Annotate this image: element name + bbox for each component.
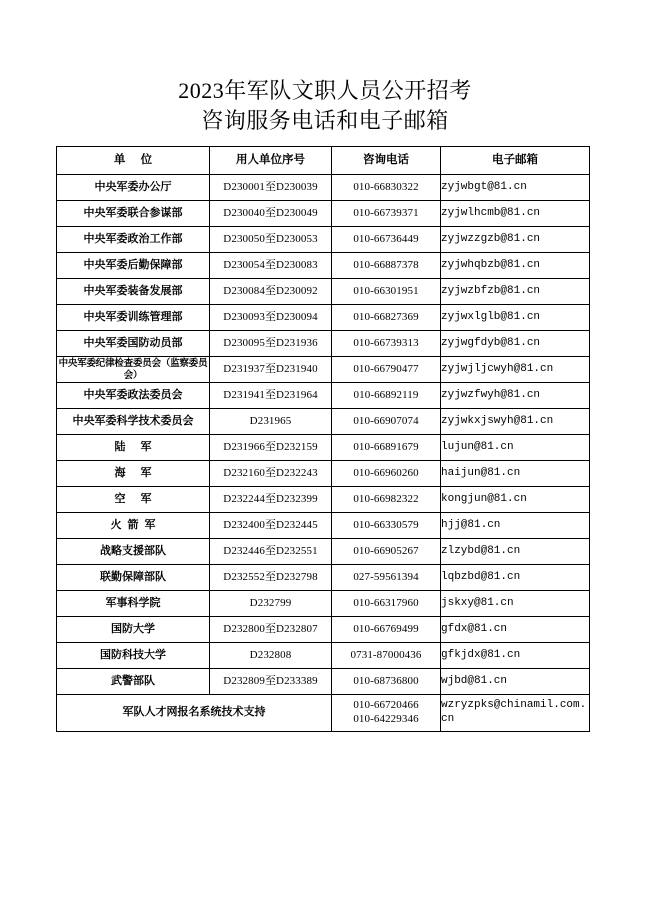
cell-email: zyjwzzgzb@81.cn xyxy=(441,227,590,253)
table-header xyxy=(57,147,590,175)
cell-unit: 国防科技大学 xyxy=(57,643,210,669)
cell-unit: 陆 军 xyxy=(57,435,210,461)
cell-email: wjbd@81.cn xyxy=(441,669,590,695)
cell-phone: 010-66982322 xyxy=(332,487,441,513)
table-row xyxy=(57,253,590,279)
cell-email: gfdx@81.cn xyxy=(441,617,590,643)
cell-phone: 010-66769499 xyxy=(332,617,441,643)
support-phone-line-2: 010-64229346 xyxy=(353,713,419,725)
table-header-row xyxy=(57,147,590,175)
column-header-email: 电子邮箱 xyxy=(441,147,590,175)
cell-email: gfkjdx@81.cn xyxy=(441,643,590,669)
cell-unit: 空 军 xyxy=(57,487,210,513)
table-row xyxy=(57,279,590,305)
cell-email: zyjwkxjswyh@81.cn xyxy=(441,409,590,435)
cell-email: hjj@81.cn xyxy=(441,513,590,539)
cell-email: zlzybd@81.cn xyxy=(441,539,590,565)
cell-serial-number: D230054至D230083 xyxy=(210,253,332,279)
cell-phone: 010-66891679 xyxy=(332,435,441,461)
cell-serial-number: D232800至D232807 xyxy=(210,617,332,643)
cell-unit: 中央军委后勤保障部 xyxy=(57,253,210,279)
cell-unit: 中央军委政治工作部 xyxy=(57,227,210,253)
cell-phone-support xyxy=(332,695,441,732)
cell-email: haijun@81.cn xyxy=(441,461,590,487)
cell-unit: 中央军委装备发展部 xyxy=(57,279,210,305)
cell-email-support: wzryzpks@chinamil.com.cn xyxy=(441,695,590,732)
table-row xyxy=(57,331,590,357)
cell-serial-number: D232552至D232798 xyxy=(210,565,332,591)
column-header-unit: 单 位 xyxy=(57,147,210,175)
table-row xyxy=(57,409,590,435)
cell-serial-number: D231941至D231964 xyxy=(210,383,332,409)
cell-phone: 010-68736800 xyxy=(332,669,441,695)
cell-serial-number: D230001至D230039 xyxy=(210,175,332,201)
cell-phone: 010-66317960 xyxy=(332,591,441,617)
cell-email: zyjwzfwyh@81.cn xyxy=(441,383,590,409)
table-row xyxy=(57,643,590,669)
cell-serial-number: D232160至D232243 xyxy=(210,461,332,487)
cell-phone: 027-59561394 xyxy=(332,565,441,591)
cell-serial-number: D231937至D231940 xyxy=(210,357,332,383)
cell-phone: 0731-87000436 xyxy=(332,643,441,669)
cell-unit: 火箭军 xyxy=(57,513,210,539)
cell-unit: 中央军委训练管理部 xyxy=(57,305,210,331)
cell-serial-number: D231966至D232159 xyxy=(210,435,332,461)
cell-phone: 010-66301951 xyxy=(332,279,441,305)
table-row xyxy=(57,305,590,331)
cell-phone: 010-66892119 xyxy=(332,383,441,409)
cell-serial-number: D232244至D232399 xyxy=(210,487,332,513)
cell-phone: 010-66827369 xyxy=(332,305,441,331)
cell-serial-number: D232809至D233389 xyxy=(210,669,332,695)
table-row xyxy=(57,357,590,383)
cell-serial-number: D230040至D230049 xyxy=(210,201,332,227)
column-header-phone: 咨询电话 xyxy=(332,147,441,175)
contact-table-container xyxy=(56,146,589,732)
cell-phone: 010-66736449 xyxy=(332,227,441,253)
cell-unit: 中央军委联合参谋部 xyxy=(57,201,210,227)
cell-phone: 010-66887378 xyxy=(332,253,441,279)
cell-email: zyjwxlglb@81.cn xyxy=(441,305,590,331)
cell-phone: 010-66907074 xyxy=(332,409,441,435)
title-line-2: 咨询服务电话和电子邮箱 xyxy=(201,108,449,133)
cell-serial-number: D232799 xyxy=(210,591,332,617)
table-row xyxy=(57,383,590,409)
cell-phone: 010-66830322 xyxy=(332,175,441,201)
cell-email: zyjwhqbzb@81.cn xyxy=(441,253,590,279)
table-row xyxy=(57,201,590,227)
cell-unit: 国防大学 xyxy=(57,617,210,643)
cell-unit: 中央军委纪律检查委员会（监察委员会） xyxy=(57,357,210,383)
cell-email: jskxy@81.cn xyxy=(441,591,590,617)
cell-email: zyjwzbfzb@81.cn xyxy=(441,279,590,305)
cell-unit: 战略支援部队 xyxy=(57,539,210,565)
table-row xyxy=(57,513,590,539)
cell-phone: 010-66790477 xyxy=(332,357,441,383)
cell-unit: 中央军委办公厅 xyxy=(57,175,210,201)
cell-email: zyjwgfdyb@81.cn xyxy=(441,331,590,357)
table-row xyxy=(57,175,590,201)
column-header-serial: 用人单位序号 xyxy=(210,147,332,175)
support-phone-line-1: 010-66720466 xyxy=(353,699,419,712)
cell-serial-number: D230050至D230053 xyxy=(210,227,332,253)
table-body xyxy=(57,175,590,732)
cell-serial-number: D230093至D230094 xyxy=(210,305,332,331)
cell-email: kongjun@81.cn xyxy=(441,487,590,513)
table-row xyxy=(57,669,590,695)
page-title xyxy=(0,76,650,136)
cell-email: lqbzbd@81.cn xyxy=(441,565,590,591)
table-row xyxy=(57,591,590,617)
table-row xyxy=(57,435,590,461)
cell-email: lujun@81.cn xyxy=(441,435,590,461)
cell-unit: 中央军委政法委员会 xyxy=(57,383,210,409)
table-row-support xyxy=(57,695,590,732)
cell-phone: 010-66330579 xyxy=(332,513,441,539)
cell-unit: 海 军 xyxy=(57,461,210,487)
table-row xyxy=(57,487,590,513)
cell-email: zyjwbgt@81.cn xyxy=(441,175,590,201)
cell-phone: 010-66739371 xyxy=(332,201,441,227)
table-row xyxy=(57,539,590,565)
cell-serial-number: D232446至D232551 xyxy=(210,539,332,565)
contact-table xyxy=(56,146,590,732)
cell-serial-number: D232808 xyxy=(210,643,332,669)
cell-phone: 010-66739313 xyxy=(332,331,441,357)
cell-serial-number: D230095至D231936 xyxy=(210,331,332,357)
cell-unit: 中央军委科学技术委员会 xyxy=(57,409,210,435)
cell-unit: 军事科学院 xyxy=(57,591,210,617)
cell-phone: 010-66905267 xyxy=(332,539,441,565)
cell-email: zyjwjljcwyh@81.cn xyxy=(441,357,590,383)
table-row xyxy=(57,617,590,643)
cell-phone: 010-66960260 xyxy=(332,461,441,487)
cell-serial-number: D230084至D230092 xyxy=(210,279,332,305)
cell-unit: 联勤保障部队 xyxy=(57,565,210,591)
cell-unit: 中央军委国防动员部 xyxy=(57,331,210,357)
table-row xyxy=(57,565,590,591)
cell-serial-number: D232400至D232445 xyxy=(210,513,332,539)
title-line-1: 2023年军队文职人员公开招考 xyxy=(178,78,472,103)
cell-serial-number: D231965 xyxy=(210,409,332,435)
table-row xyxy=(57,461,590,487)
table-row xyxy=(57,227,590,253)
cell-unit: 武警部队 xyxy=(57,669,210,695)
cell-unit-support: 军队人才网报名系统技术支持 xyxy=(57,695,332,732)
cell-email: zyjwlhcmb@81.cn xyxy=(441,201,590,227)
